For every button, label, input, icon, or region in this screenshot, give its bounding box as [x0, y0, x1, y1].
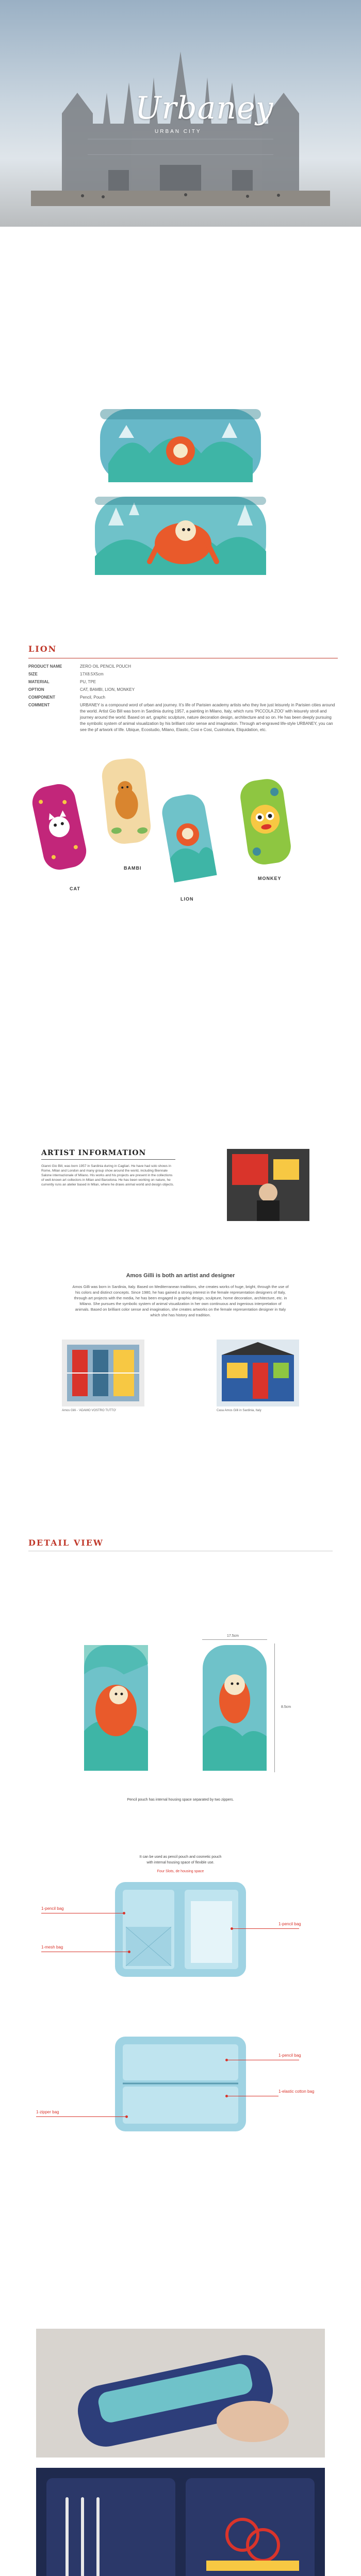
- pouch-back-image: [201, 1643, 268, 1772]
- spec-rows: [28, 664, 338, 733]
- spec-key: PRODUCT NAME: [28, 664, 62, 669]
- open-pouch-interior-image-1: [113, 1880, 248, 1978]
- caption-left: Amos Gilli - ‘ADAMO VOSTRO TUTTO’: [62, 1409, 117, 1412]
- monkey-pouch-image: [237, 775, 295, 869]
- spec-table: [28, 644, 338, 735]
- leader-zipper-bag: [36, 2116, 126, 2117]
- interior-intro-1: It can be used as pencil pouch and cosmetic pouch: [139, 1855, 222, 1859]
- detail-caption: Pencil pouch has internal housing space separated by two zippers.: [127, 1798, 234, 1802]
- lineup-label-monkey: MONKEY: [258, 876, 282, 881]
- open-pouch-interior-image-2: [113, 2035, 248, 2133]
- spec-key: COMMENT: [28, 703, 50, 707]
- pouch-bottom-image: [93, 495, 268, 577]
- lion-pouch-image: [158, 790, 219, 884]
- height-dimension: 8.5cm: [281, 1705, 291, 1709]
- interior-intro-2: with internal housing space of flexible use.: [146, 1861, 215, 1865]
- spec-row: [28, 687, 338, 693]
- product-hero: [0, 392, 361, 629]
- spec-value: Pencil, Pouch: [80, 695, 105, 700]
- artist-info-text: Gianni Gio Bill, was born 1957 in Sardinia during in Cagliari. He have had solo shows in Rome, Milan and London and many group show around the world, including Biennale Salone internazionale of Milano. His works and his projects are present in the collections of well-known art collectors in Milan and Barcelona. He has been working on nature, he currently runs an atelier based in Milan, where he draws animal world and design objects.: [41, 1164, 174, 1187]
- width-dimension-line: [202, 1639, 267, 1640]
- spec-value: ZERO OIL PENCIL POUCH: [80, 664, 131, 669]
- spec-row: [28, 702, 338, 733]
- height-dimension-line: [274, 1643, 275, 1772]
- product-lineup: [0, 747, 361, 963]
- label-elastic-band: 1-elastic cotton bag: [278, 2089, 315, 2094]
- artist-work-photo-left: [62, 1340, 144, 1406]
- pouch-top-image: [98, 407, 263, 484]
- spec-row: [28, 664, 338, 670]
- artist-divider: [41, 1159, 175, 1160]
- label-zipper-bag: 1-zipper bag: [36, 2110, 59, 2114]
- spec-value: 17X8.5X5cm: [80, 672, 104, 676]
- label-pencil-bag-left: 1-pencil bag: [41, 1906, 64, 1911]
- artist-photo: [227, 1149, 309, 1221]
- marker-pencil-bag-right-2: [225, 2059, 228, 2061]
- marker-pencil-bag-left: [123, 1912, 125, 1914]
- usage-photo-hand: [36, 2329, 325, 2458]
- spec-key: SIZE: [28, 672, 38, 676]
- spec-row: [28, 679, 338, 685]
- hero-banner: [0, 0, 361, 227]
- artist-work-photo-right: [217, 1340, 299, 1406]
- lineup-label-bambi: BAMBI: [124, 866, 142, 871]
- spec-title: LION: [28, 644, 57, 654]
- bambi-pouch-image: [99, 755, 154, 847]
- pouch-front-image: [83, 1643, 150, 1772]
- brand-logo: Urbaney: [135, 90, 274, 126]
- spec-key: MATERIAL: [28, 680, 50, 684]
- cat-pouch-image: [27, 779, 91, 875]
- artist-description: Amos Gilli was born in Sardinia, Italy. Based on Mediterranean traditions, she creates works of huge, bright, through the use of his colors and distinct concepts. Since 1980, he has gained a strong interest in the female representation designers of Italy, through art projects with the media, he has been engaged in graphic design, sculpture, home decoration, architecture, etc. in Milano. She pursues the symbolic system of animal visualization in her own continuous and ingenious interpretation of animals. Based on brilliant color sense and imagination, she creates artworks on the female representation designer in Italy which she has history and tradition.: [72, 1284, 289, 1317]
- spec-value: PU, TPE: [80, 680, 96, 684]
- usage-photo-interior: [36, 2468, 325, 2576]
- marker-pencil-bag-right: [231, 1927, 233, 1930]
- spec-value: CAT, BAMBI, LION, MONKEY: [80, 687, 135, 692]
- label-pencil-bag-right: 1-pencil bag: [278, 1922, 301, 1926]
- caption-right: Casa Amos Gilli in Sardinia, Italy: [217, 1409, 261, 1412]
- artist-info-title: ARTIST INFORMATION: [41, 1149, 146, 1157]
- artist-portrait: [227, 1149, 309, 1221]
- spec-row: [28, 671, 338, 677]
- leader-pencil-bag-right: [232, 1928, 299, 1929]
- marker-elastic-band: [225, 2095, 228, 2097]
- marker-zipper-bag: [125, 2115, 128, 2118]
- spec-key: COMPONENT: [28, 695, 55, 700]
- spec-value: URBANEY is a compound word of urban and journey. It’s life of Parisien academy artists who they live just leisurely in Parisien cities around the world. Artist Gio Bill was born in Sardinia during 1957, a painting in Milano, Italy, which runs ‘PICCOLA ZOO’ with leisurely stroll and journey around the world. Based on art, graphic sculpture, nature decoration design, architecture and so on. He has been deeply pursuing the symbolic system of animal visualization by his brilliant color sense and imagination. Through art-engraved life-style URBANEY, you can see the pf artwork of life. Ubique, Ecostudio, Milano, Elastic, Cosi e Cosi, Cusinotura, Eliquidation, etc.: [80, 703, 335, 732]
- lineup-label-cat: CAT: [70, 886, 80, 891]
- label-pencil-bag-right-2: 1-pencil bag: [278, 2053, 301, 2058]
- spec-row: [28, 694, 338, 701]
- interior-sub: Four Slots, de housing space: [157, 1870, 204, 1873]
- brand-subtitle: URBAN CITY: [155, 129, 202, 134]
- lineup-label-lion: LION: [180, 896, 194, 902]
- label-mesh-bag: 1-mesh bag: [41, 1945, 63, 1950]
- marker-mesh-bag: [128, 1951, 130, 1953]
- artist-info: [41, 1149, 175, 1187]
- width-dimension: 17.5cm: [227, 1634, 239, 1638]
- artist-heading: Amos Gilli is both an artist and designer: [126, 1273, 235, 1279]
- spec-key: OPTION: [28, 687, 44, 692]
- detail-view-title: DETAIL VIEW: [28, 1538, 104, 1548]
